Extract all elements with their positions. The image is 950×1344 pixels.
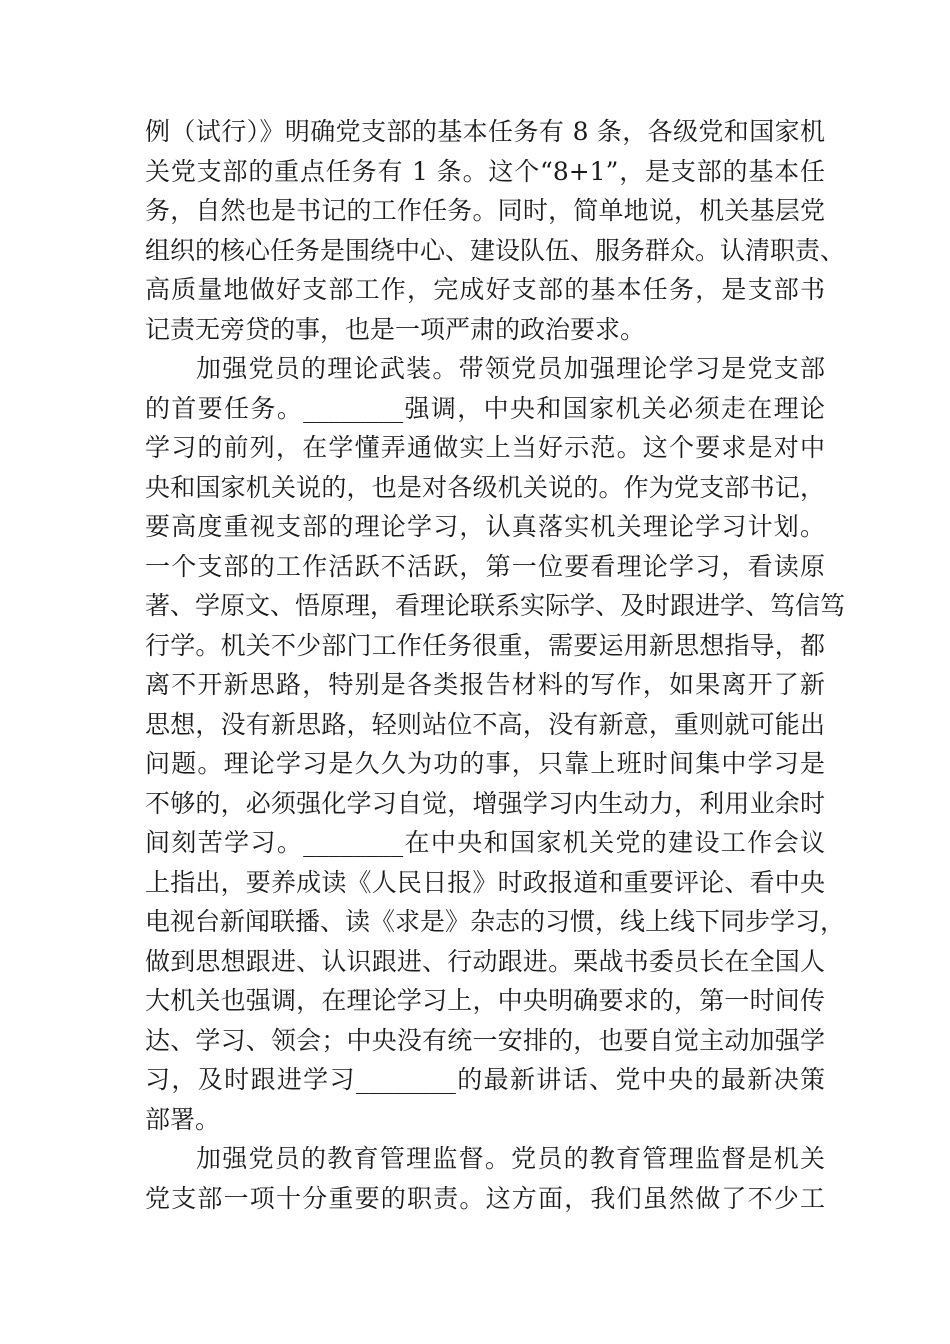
text-line: 习，及时跟进学习________的最新讲话、党中央的最新决策 bbox=[145, 1065, 825, 1094]
text-line: 大机关也强调，在理论学习上，中央明确要求的，第一时间传 bbox=[145, 986, 825, 1015]
text-line: 要高度重视支部的理论学习，认真落实机关理论学习计划。 bbox=[145, 512, 825, 541]
text-line: 的首要任务。________强调，中央和国家机关必须走在理论 bbox=[145, 393, 825, 423]
text-line: 电视台新闻联播、读《求是》杂志的习惯，线上线下同步学习， bbox=[145, 907, 846, 936]
text-line: 著、学原文、悟原理，看理论联系实际学、及时跟进学、笃信笃 bbox=[145, 591, 846, 620]
text-line: 思想，没有新思路，轻则站位不高，没有新意，重则就可能出 bbox=[145, 709, 825, 739]
text-line: 党支部一项十分重要的职责。这方面，我们虽然做了不少工 bbox=[145, 1183, 825, 1213]
text-line: 高质量地做好支部工作，完成好支部的基本任务，是支部书 bbox=[145, 275, 825, 304]
text-line: 间刻苦学习。________在中央和国家机关党的建设工作会议 bbox=[145, 828, 825, 857]
text-line: 一个支部的工作活跃不活跃，第一位要看理论学习，看读原 bbox=[145, 551, 825, 581]
text-line: 学习的前列，在学懂弄通做实上当好示范。这个要求是对中 bbox=[145, 433, 825, 462]
text-line: 例（试行）》明确党支部的基本任务有 8 条，各级党和国家机 bbox=[145, 117, 825, 146]
text-line: 行学。机关不少部门工作任务很重，需要运用新思想指导，都 bbox=[145, 630, 825, 660]
paragraph-first-line: 加强党员的教育管理监督。党员的教育管理监督是机关 bbox=[196, 1144, 825, 1173]
text-line: 央和国家机关说的，也是对各级机关说的。作为党支部书记， bbox=[145, 472, 825, 502]
text-line: 组织的核心任务是围绕中心、建设队伍、服务群众。认清职责、 bbox=[145, 235, 846, 265]
text-line: 做到思想跟进、认识跟进、行动跟进。栗战书委员长在全国人 bbox=[145, 946, 825, 976]
body-text bbox=[145, 112, 846, 1218]
paragraph-first-line: 加强党员的理论武装。带领党员加强理论学习是党支部 bbox=[196, 354, 825, 383]
text-line: 离不开新思路，特别是各类报告材料的写作，如果离开了新 bbox=[145, 670, 825, 699]
text-line: 不够的，必须强化学习自觉，增强学习内生动力，利用业余时 bbox=[145, 788, 825, 818]
text-line: 关党支部的重点任务有 1 条。这个“8+1”，是支部的基本任 bbox=[145, 156, 825, 186]
text-line: 记责无旁贷的事，也是一项严肃的政治要求。 bbox=[145, 314, 646, 344]
text-line: 上指出，要养成读《人民日报》时政报道和重要评论、看中央 bbox=[145, 867, 825, 897]
text-line: 务，自然也是书记的工作任务。同时，简单地说，机关基层党 bbox=[145, 196, 825, 225]
text-line: 部署。 bbox=[145, 1104, 221, 1134]
text-line: 问题。理论学习是久久为功的事，只靠上班时间集中学习是 bbox=[145, 749, 825, 778]
text-line: 达、学习、领会；中央没有统一安排的，也要自觉主动加强学 bbox=[145, 1025, 825, 1055]
